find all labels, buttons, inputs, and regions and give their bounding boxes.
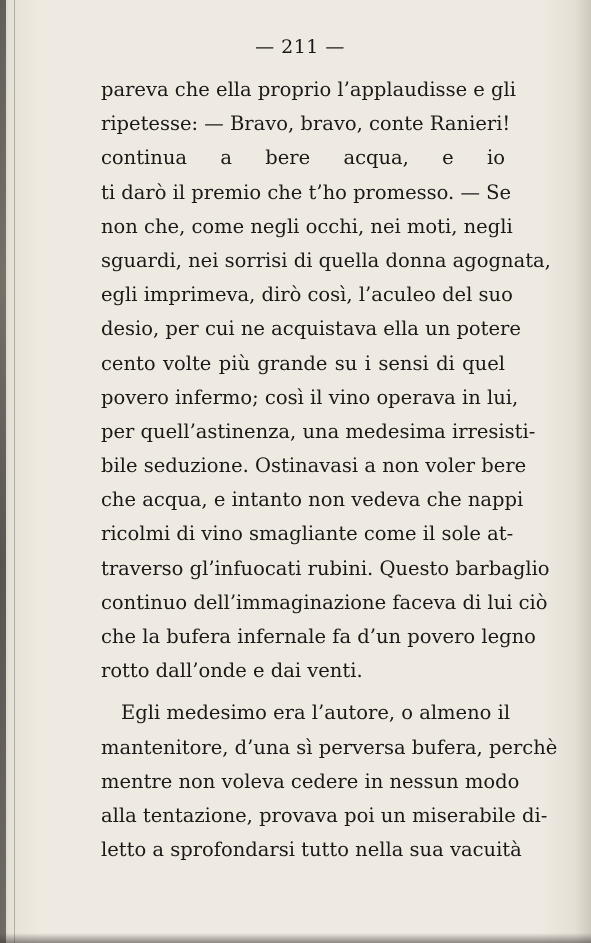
page-edge-line <box>14 0 15 943</box>
text-line: ricolmi di vino smagliante come il sole at- <box>101 522 514 546</box>
book-spine-shadow <box>0 0 6 943</box>
page-bottom-shadow <box>0 933 591 943</box>
body-text <box>101 73 558 867</box>
text-line: per quell’astinenza, una medesima irresisti- <box>101 419 536 443</box>
text-line: alla tentazione, provava poi un miserabile di- <box>101 803 548 827</box>
text-line: pareva che ella proprio l’applaudisse e gli <box>101 78 517 101</box>
text-line: Egli medesimo era l’autore, o almeno il <box>121 701 511 725</box>
paragraph-2 <box>101 696 558 867</box>
text-line: non che, come negli occhi, nei moti, negli <box>101 214 513 238</box>
text-line: povero infermo; così il vino operava in lui, <box>101 385 519 409</box>
text-line: che acqua, e intanto non vedeva che nappi <box>101 488 524 512</box>
text-line: continuo dell’immaginazione faceva di lui ciò <box>101 590 548 614</box>
text-line: ripetesse: — Bravo, bravo, conte Ranieri! <box>101 112 511 136</box>
text-line: egli imprimeva, dirò così, l’aculeo del suo <box>101 283 513 307</box>
text-line: traverso gl’infuocati rubini. Questo barbaglio <box>101 556 550 580</box>
text-line: cento volte più grande su i sensi di quel <box>101 351 505 375</box>
text-line: mantenitore, d’una sì perversa bufera, perchè <box>101 735 558 759</box>
text-line: sguardi, nei sorrisi di quella donna agognata, <box>101 248 551 272</box>
text-line: letto a sprofondarsi tutto nella sua vacuità <box>101 838 522 862</box>
text-line: desio, per cui ne acquistava ella un potere <box>101 317 521 341</box>
text-line: continua a bere acqua, e io <box>101 146 505 170</box>
text-line: che la bufera infernale fa d’un povero legno <box>101 625 536 648</box>
paragraph-1 <box>101 73 551 688</box>
text-line: bile seduzione. Ostinavasi a non voler bere <box>101 454 527 478</box>
text-line: rotto dall’onde e dai venti. <box>101 659 363 683</box>
paragraph-gap <box>101 688 505 696</box>
text-line: mentre non voleva cedere in nessun modo <box>101 769 520 793</box>
page-number: — 211 — <box>255 36 345 58</box>
text-line: ti darò il premio che t’ho promesso. — Se <box>101 180 512 204</box>
